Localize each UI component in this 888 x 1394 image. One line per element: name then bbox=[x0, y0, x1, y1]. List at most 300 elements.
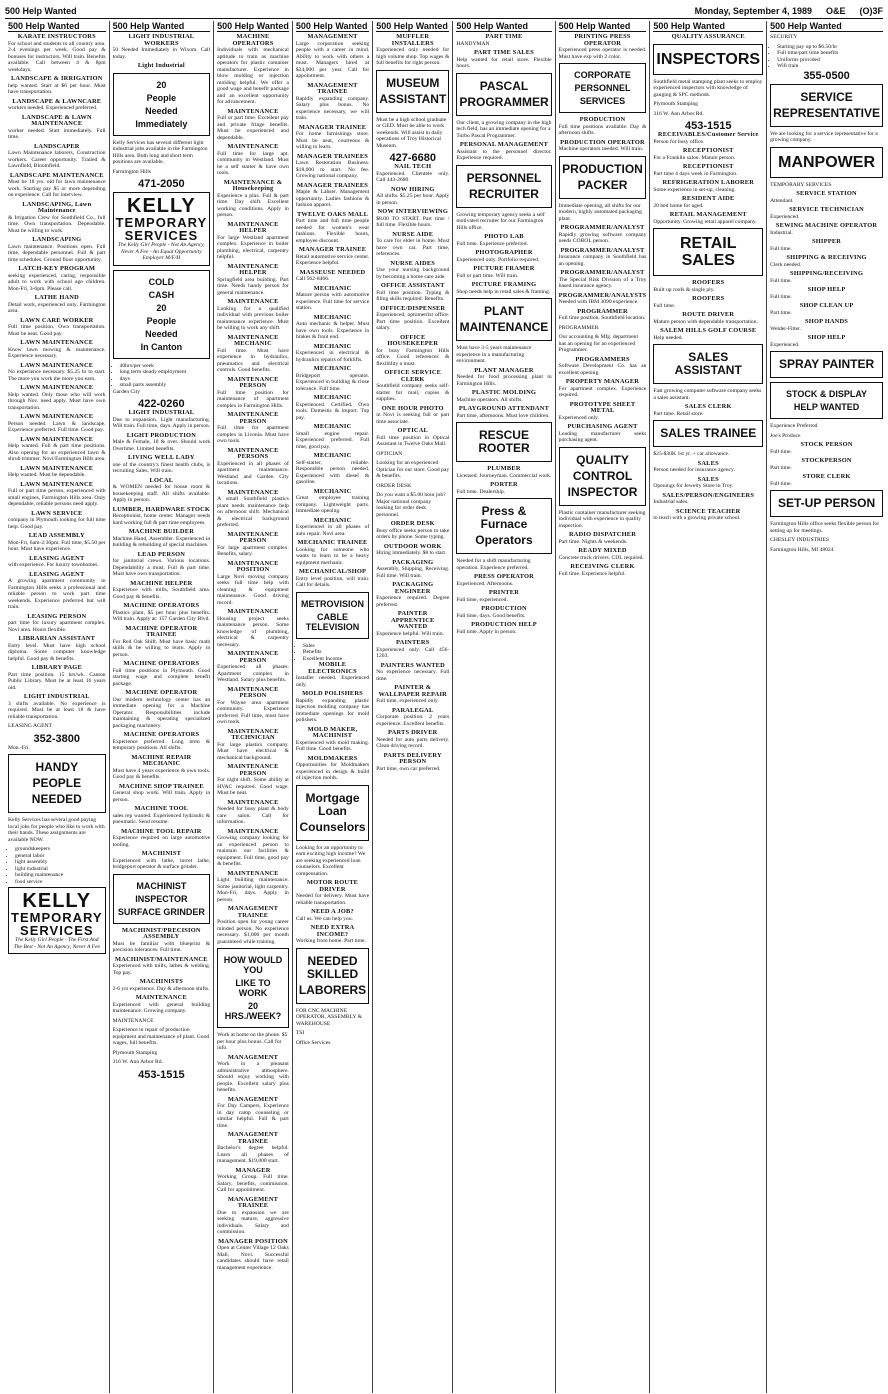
display-ad-list-item: • Excellent Income bbox=[303, 656, 369, 663]
classified-ad bbox=[376, 685, 449, 705]
classified-ad bbox=[559, 140, 647, 153]
classified-ad bbox=[770, 458, 883, 471]
ad-body: Mon-Fri, 6am-2:30pm. Full time, $5.50 per hour. Must have experience. bbox=[8, 539, 106, 552]
classified-ad bbox=[217, 222, 289, 261]
ad-body: Full time position in Optical Assistant in Twelve Oaks Mall. bbox=[376, 434, 450, 447]
ad-heading: PICTURE FRAMING bbox=[471, 281, 537, 288]
ad-heading: SALES/PERSON/ENGINEERS bbox=[662, 491, 755, 499]
ad-heading: MAINTENANCE bbox=[227, 798, 279, 806]
ad-heading: LIGHT PRODUCTION bbox=[126, 431, 197, 439]
ad-body: Experienced. Certified. Own tools. Domestic & import. Top pay. bbox=[295, 401, 370, 421]
ad-heading: MAINTENANCE bbox=[227, 827, 279, 835]
ad-body: Full time for large apt. community in Westland. Must be a self starter & have own tools. bbox=[217, 150, 289, 176]
ad-body: Large Novi moving company seeks full time help with cleaning & equipment maintenance. Good driving record. bbox=[217, 573, 289, 606]
ad-heading: MASSEUSE NEEDED bbox=[299, 268, 366, 276]
ad-body: Use your nursing background by becoming a home care aide. bbox=[376, 267, 450, 280]
display-ad bbox=[113, 73, 211, 136]
ad-heading: MANAGER TRAINEES bbox=[296, 152, 369, 160]
classified-ad bbox=[456, 50, 551, 70]
display-ad-line: PRODUCTION bbox=[562, 161, 643, 176]
ad-heading: SERVICE TECHNICIAN bbox=[789, 206, 864, 213]
display-ad bbox=[770, 490, 883, 517]
ad-body: General shop work. Will train. Apply in person. bbox=[112, 790, 211, 803]
display-ad-line: ASSISTANT bbox=[379, 91, 447, 106]
ad-body: Needed for busy plant & body care salon. Call for information. bbox=[217, 806, 289, 825]
ad-body: Experienced with general building maintenance. Growing company. bbox=[112, 1001, 211, 1014]
ad-body: Needed for auto parts delivery. Clean driving record. bbox=[376, 736, 450, 749]
display-ad bbox=[559, 447, 647, 506]
ad-heading: MAINTENANCE POSITION bbox=[227, 559, 279, 573]
masthead bbox=[5, 4, 883, 19]
classified-ad bbox=[653, 509, 763, 522]
display-ad-line: REPRESENTATIVE bbox=[773, 105, 881, 120]
classified-ad bbox=[559, 309, 647, 322]
ad-heading: MACHINISTS bbox=[139, 978, 183, 985]
ad-body: Detail work, experienced only. Farmington area. bbox=[8, 301, 106, 314]
classified-ad bbox=[8, 636, 106, 662]
column-header: 500 Help Wanted bbox=[295, 21, 368, 31]
ad-body: Experienced, optometrist office. Part time position. Excellent salary. bbox=[376, 312, 450, 331]
ad-heading: MAINTENANCE bbox=[227, 143, 279, 150]
ad-heading: MECHANIC bbox=[313, 516, 352, 524]
classified-ad bbox=[113, 829, 211, 849]
ad-heading: PACKAGING bbox=[392, 558, 434, 566]
classified-ad bbox=[456, 266, 551, 279]
classified-ad bbox=[770, 239, 883, 252]
ad-body: Must be 18 yrs. old for lawn maintenance work. Starting pay $5 or more depending on experience. Call for interview. bbox=[8, 179, 106, 198]
ad-heading: MAINTENANCE HELPER bbox=[227, 262, 279, 276]
classified-ad bbox=[217, 729, 289, 762]
display-ad-text: Must be a high school graduate or GED. Must be able to work weekends. Will assist in daily operations of Troy Historical Museum. bbox=[376, 116, 447, 149]
display-ad-line: HOW WOULD YOU bbox=[223, 955, 283, 975]
classified-ad bbox=[653, 404, 763, 417]
classified-ad bbox=[296, 518, 369, 538]
ad-heading: LANDSCAPE & IRRIGATION bbox=[10, 75, 103, 82]
classified-ad bbox=[653, 312, 763, 325]
display-ad bbox=[456, 298, 551, 341]
ad-heading: STOCK PERSON bbox=[800, 441, 853, 448]
ad-heading: LATHE HAND bbox=[34, 294, 79, 301]
classified-ad bbox=[456, 574, 551, 587]
classified-ad bbox=[559, 532, 647, 545]
ad-heading: OUTDOOR WORK bbox=[383, 542, 442, 550]
ad-body: Self-starter, reliable. Responsible person needed. Experienced with diesel & gasoline. bbox=[295, 459, 370, 485]
ad-body: Mature person with dependable transportation. bbox=[653, 318, 758, 325]
ad-heading: PROGRAMMER bbox=[577, 307, 628, 315]
classified-ad bbox=[376, 34, 449, 67]
column-header: 500 Help Wanted bbox=[770, 21, 883, 32]
ad-body: A small Southfield plastics plant needs maintenance help on afternoon shift. Mechanical & electrical background preferred. bbox=[217, 496, 289, 528]
display-ad-text: Immediate opening, all shifts for our modern, highly automated packaging plant. bbox=[558, 202, 642, 222]
display-ad-caption: TSI bbox=[295, 1030, 305, 1036]
ad-body: Looking for a qualified individual with previous boiler maintenance experience. Must be willing to work any shift. bbox=[217, 305, 289, 331]
classified-ad bbox=[296, 662, 369, 688]
display-ad-text: Work at home on the phone. $5 per hour plus bonus. Call for info. bbox=[217, 1032, 288, 1051]
ad-body: Male & Female, 18 & over. Should work Overtime. Limited benefits. bbox=[112, 439, 211, 452]
classified-ad bbox=[376, 730, 449, 750]
kelly-services-ad bbox=[113, 192, 211, 266]
display-ad-line: INSPECTOR bbox=[135, 893, 188, 904]
ad-heading: PRODUCTION bbox=[481, 605, 527, 612]
ad-heading: MANAGER POSITION bbox=[218, 1237, 288, 1245]
ad-body: Full time. bbox=[770, 480, 792, 487]
column-header: 500 Help Wanted bbox=[217, 21, 289, 31]
column-header: 500 Help Wanted bbox=[653, 21, 763, 32]
classified-ad bbox=[217, 180, 289, 219]
ad-heading: MACHINIST/MAINTENANCE bbox=[115, 955, 208, 963]
ad-body: Help needed. bbox=[653, 334, 683, 341]
ad-heading: MAINTENANCE PERSON bbox=[227, 530, 279, 544]
display-ad-line: CASH bbox=[148, 289, 175, 300]
display-ad-caption: TEMPORARY SERVICES bbox=[770, 181, 832, 188]
ad-heading: MACHINE HELPER bbox=[130, 579, 193, 587]
ad-heading: SCIENCE TEACHER bbox=[675, 507, 741, 515]
ad-body: Leading manufacturer seeks purchasing agent. bbox=[558, 430, 647, 443]
ad-heading: LAWN SERVICE bbox=[31, 509, 83, 517]
ad-body: Experienced. Clientele only. Call 443-2680. bbox=[376, 170, 450, 183]
display-ad bbox=[770, 84, 883, 127]
ad-heading: SALEM HILLS GOLF COURSE bbox=[660, 327, 757, 334]
classified-ad bbox=[8, 34, 106, 73]
ad-body: Clerk needed. bbox=[770, 261, 802, 268]
masthead-date: Monday, September 4, 1989 bbox=[694, 6, 812, 16]
classified-ad bbox=[559, 357, 647, 377]
ad-body: Experienced. Afternoons. bbox=[456, 580, 514, 587]
ad-body: Needed for delivery. Must have reliable transportation. bbox=[295, 893, 370, 906]
classified-ad bbox=[770, 474, 883, 487]
ad-heading: MANAGEMENT bbox=[227, 1053, 279, 1061]
kelly-logo-line: SERVICES bbox=[20, 923, 94, 938]
ad-body: Full time. bbox=[770, 448, 792, 455]
classified-ad bbox=[217, 651, 289, 684]
ad-heading: MANAGEMENT TRAINEE bbox=[307, 81, 358, 95]
display-ad-phone: 427-6680 bbox=[389, 152, 436, 164]
ad-heading: PACKAGING ENGINEER bbox=[392, 581, 434, 595]
display-ad-line: Press & Furnace bbox=[480, 504, 528, 531]
ad-body: Part time. Retail store. bbox=[653, 410, 704, 417]
ad-body: Experienced in electrical & hydraulics repairs of forklifts. bbox=[295, 350, 370, 363]
classified-ad bbox=[296, 344, 369, 364]
display-ad-phone: 355-0500 bbox=[803, 69, 850, 82]
classified-ad bbox=[456, 368, 551, 388]
ad-heading: MAINTENANCE bbox=[135, 994, 187, 1001]
ad-body: Experience required. Degree preferred. bbox=[376, 595, 450, 608]
display-ad-phone: 352-3800 bbox=[33, 732, 81, 745]
ad-heading: TWELVE OAKS MALL bbox=[296, 210, 369, 218]
ad-heading: PERSONAL MANAGEMENT bbox=[459, 141, 549, 148]
display-ad bbox=[217, 948, 289, 1028]
classified-ad bbox=[8, 202, 106, 235]
display-ad bbox=[376, 70, 449, 113]
classified-ad bbox=[113, 928, 211, 954]
ad-body: Rapidly expanding company. Salary plus bonus. No experience necessary, we will train. bbox=[295, 95, 370, 121]
ad-heading: MANAGEMENT TRAINEE bbox=[227, 1195, 279, 1209]
ad-heading: MACHINE OPERATORS bbox=[123, 602, 200, 609]
classified-ad bbox=[376, 611, 449, 637]
classified-ad bbox=[217, 561, 289, 607]
ad-heading: ONE HOUR PHOTO bbox=[381, 404, 444, 412]
display-ad-text: Kelly Services has several different light industrial jobs available in the Farmington Hills area. Both long and short term positions are available. bbox=[112, 139, 208, 165]
ad-body: Experienced in all phases of apartment maintenance. Westland and Garden City locations. bbox=[217, 460, 289, 486]
classified-ad bbox=[113, 755, 211, 781]
ad-body: Full time position. Southfield location. bbox=[558, 315, 646, 321]
ad-body: Small engine repair. Experienced preferred. Full time, good pay. bbox=[295, 430, 370, 450]
classified-ad bbox=[113, 529, 211, 549]
ad-heading: SERVICE STATION bbox=[796, 190, 857, 197]
ad-body: Experienced with mold making. Full time. Good benefits. bbox=[295, 739, 370, 752]
ad-heading: STORE CLERK bbox=[802, 473, 851, 480]
ad-body: Opportunity. Growing retail apparel company. bbox=[653, 218, 757, 225]
ad-body: Assembly, Shipping, Receiving. Full time. Will train. bbox=[376, 566, 450, 579]
ad-body: Hiring immediately. $8 to start. bbox=[376, 550, 447, 556]
masthead-code: (O)3F bbox=[859, 6, 883, 16]
classified-ad bbox=[8, 665, 106, 691]
display-ad-text: Looking for an opportunity to earn exciting high income? We are seeking experienced loan counselors. Excellent compensation. bbox=[295, 844, 366, 877]
ad-heading: PRESS OPERATOR bbox=[474, 573, 534, 580]
display-ad-text: Plastic container manufacturer seeking individual with experience in quality inspection. bbox=[558, 509, 646, 529]
ad-body: Auto mechanic & helper. Must have own tools. Experience in brakes & front end. bbox=[295, 321, 370, 340]
classified-ad bbox=[113, 603, 211, 623]
column-9 bbox=[767, 21, 886, 1393]
ad-body: Full or part time. Excellent pay and private fringe benefits. Must be experienced and dependable. bbox=[217, 115, 289, 141]
classified-ad bbox=[8, 318, 106, 338]
ad-body: Part time. bbox=[770, 309, 792, 316]
ad-body: Experienced only. Call 456-1203. bbox=[376, 646, 450, 659]
display-ad-line: PLANT bbox=[483, 304, 524, 318]
ad-body: Plastics plant, $5 per hour plus benefits. Will train. Apply at: 157 Garden City Blvd. bbox=[112, 609, 211, 622]
classified-ad bbox=[113, 806, 211, 826]
display-ad-list-item: • Sales bbox=[303, 643, 369, 650]
display-ad-line: NEEDED bbox=[31, 792, 82, 806]
classified-ad bbox=[296, 183, 369, 209]
classified-ad bbox=[296, 315, 369, 341]
display-ad-line: PERSONNEL bbox=[466, 170, 542, 185]
classified-ad bbox=[653, 477, 763, 490]
ad-body: Person for busy office. bbox=[653, 138, 705, 145]
display-ad-list-item: • Full time/part time benefits bbox=[777, 50, 883, 57]
ad-body: workers needed. Experienced preferred. bbox=[8, 105, 98, 111]
display-ad-list-item: • light industrial bbox=[15, 866, 106, 873]
ad-heading: LANDSCAPER bbox=[33, 142, 80, 150]
ad-body: Part time, afternoons. Must love children. bbox=[456, 412, 550, 419]
display-ad bbox=[653, 344, 763, 384]
display-ad bbox=[559, 156, 647, 199]
ad-heading: PLUMBER bbox=[487, 465, 521, 472]
ad-heading: MANAGER TRAINEE bbox=[298, 246, 367, 253]
ad-heading: PRODUCTION OPERATOR bbox=[560, 138, 645, 146]
ad-body: Full time position for maintenance of apartment complex in Farmington Hills. bbox=[217, 389, 289, 409]
classified-ad bbox=[770, 191, 883, 204]
display-ad-line: People bbox=[146, 315, 177, 326]
ad-body: Due to expansion. Light manufacturing. Will train. Full time, days. Apply in person. bbox=[112, 416, 211, 429]
ad-body: Rapidly expanding plastic injection molding company has immediate openings for mold polishers. bbox=[295, 697, 370, 723]
ad-heading: MECHANIC bbox=[313, 313, 352, 321]
classified-ad bbox=[653, 148, 763, 161]
display-ad bbox=[296, 948, 369, 1004]
classified-ad bbox=[296, 34, 369, 80]
display-ad-list-item: • general labor bbox=[15, 853, 106, 860]
classified-ad bbox=[296, 286, 369, 312]
ad-heading: PROGRAMMERS bbox=[575, 355, 630, 363]
ad-body: part time for luxury apartment complex. Novi area. Hours flexible. bbox=[8, 620, 106, 633]
display-ad-line: RECRUITER bbox=[468, 186, 539, 201]
classified-ad bbox=[559, 117, 647, 137]
ad-heading: LIGHT INDUSTRIAL WORKERS bbox=[128, 33, 195, 47]
ad-heading: MAINTENANCE TECHNICIAN bbox=[227, 727, 279, 741]
ad-heading: MACHINE OPERATORS bbox=[123, 731, 200, 738]
ad-heading: LUMBER, HARDWARE STOCK bbox=[112, 505, 211, 513]
display-ad bbox=[296, 785, 369, 841]
display-ad-line: Mortgage Loan bbox=[305, 790, 360, 818]
ad-body: Must be familiar with blueprint & precision tolerances. Full time. bbox=[112, 940, 211, 953]
ad-heading: LATCH-KEY PROGRAM bbox=[18, 265, 96, 272]
ad-heading: MECHANIC bbox=[313, 487, 352, 495]
display-ad-caption: ORDER DESK bbox=[376, 482, 412, 489]
ad-body: Large corporation seeking people with a career in mind. Ability to work with others a must. Managers hired at $24,000 per year. Call for appointment. bbox=[295, 40, 370, 79]
ad-body: for janitorial crews. Various locations. Dependability a must. Full & part time. Must have own transportation. bbox=[112, 558, 211, 577]
classified-ad bbox=[456, 34, 551, 47]
ad-body: Experienced in all phases of auto repair. Novi area. bbox=[295, 524, 370, 537]
ad-heading: RECEPTIONIST bbox=[682, 147, 734, 154]
ad-heading: MACHINE OPERATORS bbox=[232, 33, 274, 47]
display-ad-list-item: • days bbox=[120, 376, 211, 383]
classified-ad bbox=[456, 590, 551, 603]
ad-body: for busy Farmington Hills office. Good references & flexibility a must. bbox=[376, 347, 450, 367]
display-ad bbox=[8, 754, 106, 813]
ad-heading: PARTS DRIVER bbox=[388, 729, 438, 736]
ad-body: company in Plymouth looking for full time help. Good pay. bbox=[8, 517, 106, 530]
ad-body: For large Westland apartment complex. Experience in boiler plumbing, electrical, carpentry helpful. bbox=[217, 234, 289, 260]
ad-body: Machine Hand, Assembler. Experienced in building & rebuilding of special machines. bbox=[112, 535, 211, 548]
ad-body: with experience. For luxury townhomes. bbox=[8, 562, 99, 568]
classified-ad bbox=[296, 569, 369, 589]
ad-heading: READY MIXED bbox=[578, 547, 627, 554]
ad-body: Work in a pleasant administrative atmosphere. Should enjoy working with people. Excellent salary plus benefits. bbox=[217, 1061, 289, 1093]
column-header: 500 Help Wanted bbox=[376, 21, 448, 31]
ad-body: All shifts. $5.25 per hour. Apply in person. bbox=[376, 193, 450, 206]
ad-body: Must have 4 years experience & own tools. Good pay & benefits. bbox=[112, 767, 211, 780]
display-ad-list-item: • building maintenance bbox=[15, 872, 106, 879]
display-ad-text: Southfield metal stamping plant seeks to employ experienced inspectors with knowledge of gauging & SPC methods. bbox=[653, 78, 763, 98]
display-ad-list-item: • Will train bbox=[777, 63, 883, 70]
ad-heading: MACHINE BUILDER bbox=[128, 528, 195, 535]
classified-ad bbox=[217, 1097, 289, 1130]
display-ad-line: MAINTENANCE bbox=[459, 320, 549, 334]
ad-body: & Irrigation Crew for Southfield Co., full time. Own transportation. Dependable. Must be willing to work. bbox=[8, 214, 106, 234]
classified-ad bbox=[8, 340, 106, 360]
ad-body: Welder-Fitter. bbox=[770, 325, 802, 332]
display-ad-caption: Office Services bbox=[295, 1039, 331, 1046]
column-8 bbox=[650, 21, 767, 1393]
ad-body: To care for elder in home. Must have own car. Part time, references. bbox=[376, 238, 450, 257]
ad-heading: MECHANIC bbox=[313, 365, 352, 372]
classified-ad bbox=[770, 271, 883, 284]
classified-ad bbox=[217, 1197, 289, 1236]
ad-heading: PROGRAMMER/ANALYST bbox=[560, 246, 645, 254]
ad-body: Openings for Jewelry Store in Troy. bbox=[653, 483, 734, 489]
ad-heading: LOCAL bbox=[149, 476, 174, 484]
classified-ad bbox=[376, 283, 449, 303]
ad-body: Part time position. 15 hrs/wk. Canton Public Library. Must be at least 16 years old. bbox=[8, 671, 106, 691]
classified-ad bbox=[376, 753, 449, 773]
display-ad-caption: MAINTENANCE bbox=[112, 1017, 154, 1024]
display-ad-line: PACKER bbox=[577, 177, 628, 192]
ad-body: Full or part time. Will train. bbox=[456, 272, 519, 279]
classified-ad bbox=[653, 180, 763, 193]
ad-body: Full time, experienced. bbox=[456, 596, 508, 603]
column-header: 500 Help Wanted bbox=[559, 21, 647, 32]
classified-ad bbox=[653, 212, 763, 225]
ad-heading: PRODUCTION bbox=[579, 116, 626, 123]
ad-heading: LANDSCAPE MAINTENANCE bbox=[9, 171, 104, 179]
display-ad-line: HELP WANTED bbox=[793, 402, 860, 412]
ad-heading: MACHINIST bbox=[141, 850, 182, 857]
display-ad-text: We are looking for a service representative for a growing company. bbox=[770, 130, 878, 143]
classified-ad bbox=[376, 708, 449, 728]
ad-body: For school and students to all country area. 2-4 evenings per week. Good pay & bonuses for instructors. Will train. Benefits available. Call between 4 & 8pm weekdays. bbox=[8, 40, 106, 73]
ad-heading: MANAGEMENT bbox=[227, 1095, 279, 1103]
ad-body: Working Group. Full time. Salary, benefits, commission. Call for appointment. bbox=[217, 1174, 289, 1193]
display-ad-list-item: • Benefits bbox=[303, 649, 369, 656]
display-ad-line: CORPORATE bbox=[574, 70, 631, 80]
classified-ad bbox=[376, 428, 449, 448]
display-ad-line: STOCK & DISPLAY bbox=[786, 389, 868, 399]
column-header: 500 Help Wanted bbox=[113, 21, 211, 32]
ad-heading: SALES CLERK bbox=[684, 403, 732, 410]
display-ad-line: RETAIL SALES bbox=[679, 235, 737, 269]
display-ad-caption: Joe's Produce bbox=[770, 432, 801, 439]
classified-ad bbox=[296, 540, 369, 566]
ad-heading: MACHINIST/PRECISION ASSEMBLY bbox=[122, 926, 201, 940]
classified-ad bbox=[217, 906, 289, 945]
ad-body: Help wanted. Must be dependable. bbox=[8, 472, 86, 478]
ad-heading: MAINTENANCE PERSONS bbox=[227, 446, 279, 460]
ad-heading: STOCKPERSON bbox=[801, 457, 852, 464]
ad-body: Installer needed. Experienced only. bbox=[295, 675, 370, 688]
classified-ad bbox=[296, 424, 369, 450]
ad-body: For large plastics company. Must have electrical & mechanical background. bbox=[217, 741, 289, 761]
ad-body: Springfield area building. Part time. Needs handy person for general maintenance. bbox=[217, 276, 289, 296]
classified-ad bbox=[456, 234, 551, 247]
ad-heading: NEED A JOB? bbox=[311, 908, 354, 915]
ad-heading: PART TIME bbox=[485, 33, 523, 40]
ad-body: Rapidly growing software company needs COBOL person. bbox=[558, 231, 647, 244]
ad-body: Opportunities for Moldmakers experienced in design & build of injection molds. bbox=[295, 762, 370, 781]
ad-heading: LIBRARIAN ASSISTANT bbox=[18, 635, 96, 642]
ad-heading: SHIPPING & RECEIVING bbox=[786, 254, 867, 261]
ad-body: For a Franklin salon. Mature person. bbox=[653, 154, 736, 161]
display-ad-line: SET-UP PERSON bbox=[777, 496, 876, 510]
classified-ad bbox=[113, 507, 211, 527]
classified-ad bbox=[8, 414, 106, 434]
ad-body: & WOMEN needed for house room & housekeeping staff. All shifts available. Apply in person. bbox=[112, 484, 211, 503]
classified-ad bbox=[653, 296, 763, 309]
ad-body: Full or part time person, experienced with small engines, Farmington Hills area. Only dependable, reliable persons need apply. bbox=[8, 488, 106, 507]
classified-ad bbox=[559, 293, 647, 306]
ad-body: Full time. Experience helpful. bbox=[558, 570, 626, 577]
display-ad-list-item: • Uniforms provided bbox=[777, 57, 883, 64]
display-ad-line: COLD bbox=[148, 276, 175, 287]
ad-heading: MUFFLER INSTALLERS bbox=[391, 33, 434, 47]
classified-ad bbox=[559, 402, 647, 422]
ad-body: Our modern technology center has an immediate opening for a Machine Operator. Responsibilities include maintaining & operating specialized packaging machinery. bbox=[112, 696, 211, 729]
classified-ad bbox=[217, 377, 289, 410]
classified-ad bbox=[217, 1132, 289, 1165]
ad-heading: SHIPPER bbox=[812, 238, 842, 245]
classified-ad bbox=[217, 264, 289, 297]
classified-ad bbox=[296, 727, 369, 753]
ad-body: Experienced only. Portfolio required. bbox=[456, 256, 540, 263]
